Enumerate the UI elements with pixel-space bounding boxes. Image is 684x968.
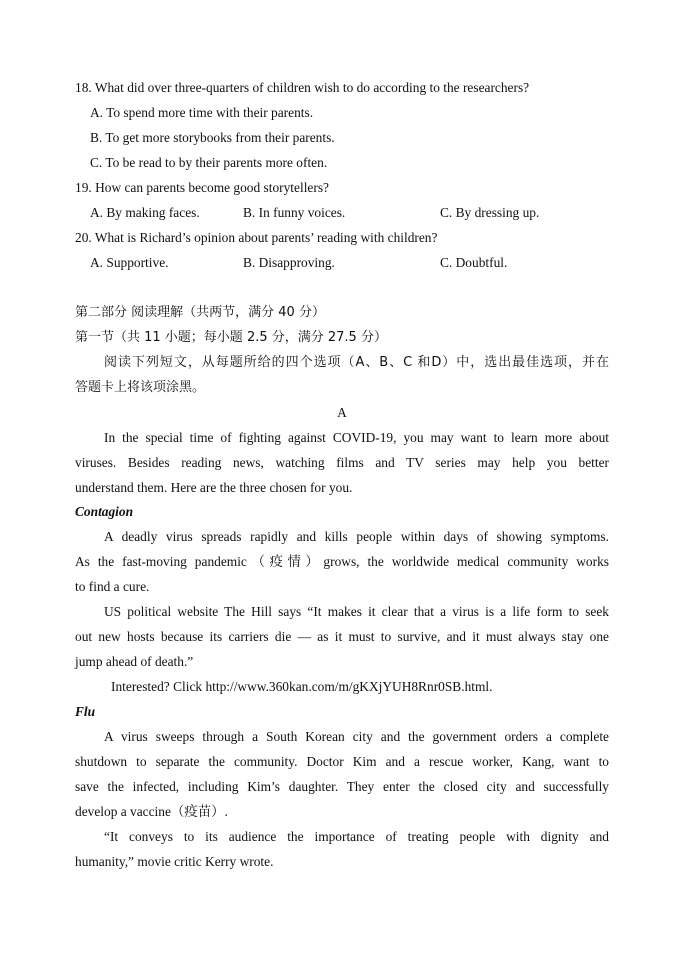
flu-para2-line-1: “It conveys to its audience the importance of treating people with dignity and	[104, 829, 609, 844]
part-heading: 第二部分 阅读理解（共两节，满分 40 分）	[75, 305, 325, 320]
intro-line-2: viruses. Besides reading news, watching films and TV series may help you better	[75, 455, 609, 470]
question-20-option-b: B. Disapproving.	[243, 255, 335, 270]
contagion-para2-line-1: US political website The Hill says “It makes it clear that a virus is a life form to seek	[104, 604, 609, 619]
contagion-para2-line-2: out new hosts because its carriers die — as it must to survive, and it must always stay one	[75, 629, 609, 644]
question-19-stem: 19. How can parents become good storytellers?	[75, 180, 329, 195]
intro-line-1: In the special time of fighting against COVID-19, you may want to learn more about	[104, 430, 609, 445]
contagion-para1-line-3: to find a cure.	[75, 579, 150, 594]
question-20-option-c: C. Doubtful.	[440, 255, 508, 270]
contagion-link-line: Interested? Click http://www.360kan.com/m/gKXjYUH8Rnr0SB.html.	[111, 679, 493, 694]
flu-para1-line-4: develop a vaccine（疫苗）.	[75, 804, 228, 819]
flu-para2-line-2: humanity,” movie critic Kerry wrote.	[75, 854, 274, 869]
question-18-option-a: A. To spend more time with their parents.	[90, 105, 314, 120]
flu-para1-line-3: save the infected, including Kim’s daughter. They enter the closed city and successfully	[75, 779, 609, 794]
question-19-option-b: B. In funny voices.	[243, 205, 346, 220]
contagion-para1-line-1: A deadly virus spreads rapidly and kills people within days of showing symptoms.	[104, 529, 609, 544]
question-18-stem: 18. What did over three-quarters of children wish to do according to the researchers?	[75, 80, 530, 95]
intro-line-3: understand them. Here are the three chosen for you.	[75, 480, 353, 495]
sub-heading: 第一节（共 11 小题；每小题 2.5 分，满分 27.5 分）	[75, 330, 387, 345]
question-20-stem: 20. What is Richard’s opinion about parents’ reading with children?	[75, 230, 438, 245]
flu-para1-line-1: A virus sweeps through a South Korean city and the government orders a complete	[104, 729, 609, 744]
question-18-option-c: C. To be read to by their parents more often.	[90, 155, 328, 170]
flu-para1-line-2: shutdown to separate the community. Doctor Kim and a rescue worker, Kang, want to	[75, 754, 609, 769]
question-18-option-b: B. To get more storybooks from their parents.	[90, 130, 335, 145]
question-20-option-a: A. Supportive.	[90, 255, 169, 270]
question-19-option-a: A. By making faces.	[90, 205, 200, 220]
contagion-para2-line-3: jump ahead of death.”	[75, 654, 194, 669]
question-19-option-c: C. By dressing up.	[440, 205, 540, 220]
contagion-title: Contagion	[75, 504, 134, 519]
instruction-line-1: 阅读下列短文，从每题所给的四个选项（A、B、C 和D）中，选出最佳选项，并在	[104, 355, 609, 370]
flu-title: Flu	[75, 704, 96, 719]
contagion-para1-line-2: As the fast-moving pandemic（疫情）grows, the worldwide medical community works	[75, 554, 609, 569]
instruction-line-2: 答题卡上将该项涂黑。	[75, 380, 206, 395]
passage-letter: A	[337, 405, 347, 420]
